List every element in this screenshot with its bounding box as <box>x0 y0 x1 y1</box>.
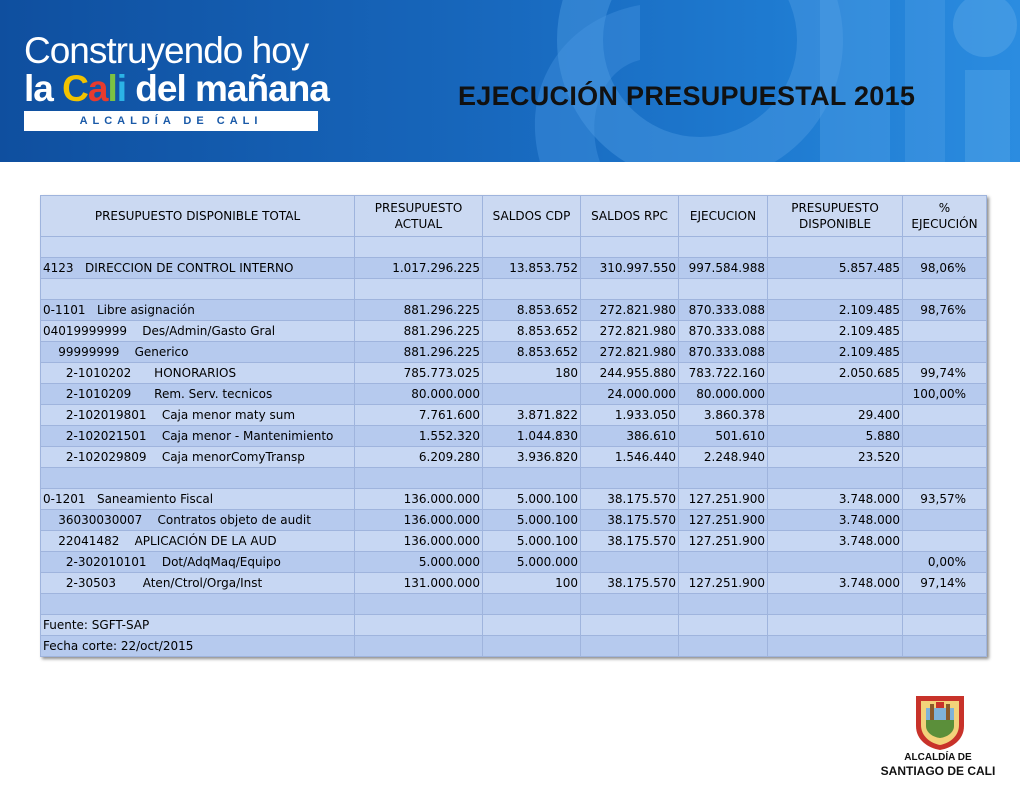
table-cell <box>768 279 903 300</box>
table-cell <box>903 510 987 531</box>
logo-text-la: la <box>24 68 63 109</box>
table-cell: 785.773.025 <box>355 363 483 384</box>
table-cell: 6.209.280 <box>355 447 483 468</box>
table-cell <box>581 468 679 489</box>
table-cell: 1.933.050 <box>581 405 679 426</box>
column-header: EJECUCION <box>679 196 768 237</box>
table-cell: 3.860.378 <box>679 405 768 426</box>
table-cell: 98,06% <box>903 258 987 279</box>
table-cell: 272.821.980 <box>581 300 679 321</box>
table-cell: 870.333.088 <box>679 300 768 321</box>
table-cell: 881.296.225 <box>355 321 483 342</box>
column-header: SALDOS CDP <box>483 196 581 237</box>
table-row <box>41 594 987 615</box>
table-cell: 5.880 <box>768 426 903 447</box>
table-row <box>41 531 987 552</box>
table-cell <box>903 279 987 300</box>
table-row <box>41 279 987 300</box>
column-header: PRESUPUESTO DISPONIBLE <box>768 196 903 237</box>
row-label-cell: 2-302010101 Dot/AdqMaq/Equipo <box>41 552 355 573</box>
table-cell: 870.333.088 <box>679 321 768 342</box>
table-cell: 783.722.160 <box>679 363 768 384</box>
table-cell: 38.175.570 <box>581 510 679 531</box>
table-header-row <box>41 196 987 237</box>
table-cell: 38.175.570 <box>581 531 679 552</box>
column-header: PRESUPUESTO ACTUAL <box>355 196 483 237</box>
row-label-cell <box>41 237 355 258</box>
row-label-cell: 2-1010202 HONORARIOS <box>41 363 355 384</box>
table-cell <box>355 615 483 636</box>
table-cell: 80.000.000 <box>355 384 483 405</box>
table-cell: 3.748.000 <box>768 489 903 510</box>
table-cell: 2.109.485 <box>768 300 903 321</box>
row-label-cell <box>41 279 355 300</box>
table-cell <box>768 552 903 573</box>
table-cell: 97,14% <box>903 573 987 594</box>
table-cell: 244.955.880 <box>581 363 679 384</box>
table-cell: 29.400 <box>768 405 903 426</box>
table-cell: 1.017.296.225 <box>355 258 483 279</box>
row-label-cell: 99999999 Generico <box>41 342 355 363</box>
table-row <box>41 258 987 279</box>
table-cell <box>679 594 768 615</box>
logo-cali-letter: C <box>62 68 88 109</box>
row-label-cell: 2-1010209 Rem. Serv. tecnicos <box>41 384 355 405</box>
table-cell: 386.610 <box>581 426 679 447</box>
table-row <box>41 384 987 405</box>
table-row <box>41 447 987 468</box>
table-cell <box>903 237 987 258</box>
table-cell <box>903 447 987 468</box>
table-cell: 8.853.652 <box>483 321 581 342</box>
logo-tagline-line1: Construyendo hoy <box>24 30 309 71</box>
table-cell <box>581 636 679 657</box>
logo-cali-letter: i <box>116 68 127 109</box>
table-cell: 8.853.652 <box>483 300 581 321</box>
table-cell <box>903 531 987 552</box>
table-cell: 13.853.752 <box>483 258 581 279</box>
table-cell <box>483 636 581 657</box>
table-cell: 870.333.088 <box>679 342 768 363</box>
table-cell: 38.175.570 <box>581 489 679 510</box>
table-cell <box>768 468 903 489</box>
table-cell: 100,00% <box>903 384 987 405</box>
logo-tagline-line2 <box>24 68 329 110</box>
table-cell <box>679 615 768 636</box>
table-cell: 100 <box>483 573 581 594</box>
table-cell: 5.000.100 <box>483 510 581 531</box>
table-cell: 2.109.485 <box>768 321 903 342</box>
table-row <box>41 510 987 531</box>
row-label-cell: 4123 DIRECCION DE CONTROL INTERNO <box>41 258 355 279</box>
table-cell: 501.610 <box>679 426 768 447</box>
table-row <box>41 237 987 258</box>
row-label-cell: 0-1101 Libre asignación <box>41 300 355 321</box>
table-cell: 3.748.000 <box>768 531 903 552</box>
table-row <box>41 321 987 342</box>
row-label-cell <box>41 468 355 489</box>
logo-cali-letter: l <box>107 68 117 109</box>
table-cell: 99,74% <box>903 363 987 384</box>
table-cell: 1.044.830 <box>483 426 581 447</box>
table-cell <box>903 594 987 615</box>
table-row <box>41 615 987 636</box>
table-cell <box>903 468 987 489</box>
table-cell <box>768 384 903 405</box>
budget-table <box>40 195 987 657</box>
table-cell <box>903 342 987 363</box>
city-seal-icon <box>912 692 968 752</box>
table-cell <box>483 615 581 636</box>
table-cell <box>581 594 679 615</box>
table-cell <box>355 636 483 657</box>
table-cell <box>903 426 987 447</box>
table-cell: 2.050.685 <box>768 363 903 384</box>
table-cell: 2.248.940 <box>679 447 768 468</box>
table-cell: 272.821.980 <box>581 321 679 342</box>
column-header: PRESUPUESTO DISPONIBLE TOTAL <box>41 196 355 237</box>
table-body <box>41 237 987 657</box>
table-cell: 23.520 <box>768 447 903 468</box>
table-cell: 5.000.100 <box>483 531 581 552</box>
table-cell <box>483 468 581 489</box>
table-cell: 997.584.988 <box>679 258 768 279</box>
table-cell: 3.871.822 <box>483 405 581 426</box>
table-cell <box>581 615 679 636</box>
table-cell <box>768 636 903 657</box>
table-cell <box>355 468 483 489</box>
table-cell: 38.175.570 <box>581 573 679 594</box>
row-label-cell: Fecha corte: 22/oct/2015 <box>41 636 355 657</box>
table-cell: 2.109.485 <box>768 342 903 363</box>
table-cell: 3.936.820 <box>483 447 581 468</box>
table-cell <box>483 384 581 405</box>
column-header: SALDOS RPC <box>581 196 679 237</box>
table-cell <box>903 405 987 426</box>
table-cell: 127.251.900 <box>679 510 768 531</box>
table-cell: 0,00% <box>903 552 987 573</box>
table-row <box>41 342 987 363</box>
table-cell: 5.000.100 <box>483 489 581 510</box>
table-cell <box>581 279 679 300</box>
table-cell <box>355 279 483 300</box>
seal-caption <box>874 752 1002 778</box>
table-cell <box>483 279 581 300</box>
row-label-cell: 2-30503 Aten/Ctrol/Orga/Inst <box>41 573 355 594</box>
logo-cali-letter: a <box>87 68 108 109</box>
table-cell: 127.251.900 <box>679 531 768 552</box>
table-cell: 80.000.000 <box>679 384 768 405</box>
table-cell <box>581 552 679 573</box>
table-cell: 93,57% <box>903 489 987 510</box>
table-cell: 1.552.320 <box>355 426 483 447</box>
table-row <box>41 573 987 594</box>
table-cell: 127.251.900 <box>679 489 768 510</box>
table-cell: 3.748.000 <box>768 510 903 531</box>
seal-caption-line1: ALCALDÍA DE <box>904 752 972 763</box>
table-cell <box>679 552 768 573</box>
table-cell <box>355 237 483 258</box>
table-row <box>41 363 987 384</box>
table-row <box>41 405 987 426</box>
table-cell: 8.853.652 <box>483 342 581 363</box>
table-cell: 5.000.000 <box>355 552 483 573</box>
table-row <box>41 426 987 447</box>
column-header: % EJECUCIÓN <box>903 196 987 237</box>
row-label-cell: 36030030007 Contratos objeto de audit <box>41 510 355 531</box>
table-cell: 136.000.000 <box>355 489 483 510</box>
row-label-cell: Fuente: SGFT-SAP <box>41 615 355 636</box>
table-row <box>41 636 987 657</box>
table-cell: 136.000.000 <box>355 510 483 531</box>
table-row <box>41 300 987 321</box>
table-cell <box>903 615 987 636</box>
alcaldia-label: ALCALDÍA DE CALI <box>24 111 318 131</box>
table-row <box>41 552 987 573</box>
table-row <box>41 489 987 510</box>
table-cell <box>581 237 679 258</box>
table-cell: 1.546.440 <box>581 447 679 468</box>
table-cell: 881.296.225 <box>355 342 483 363</box>
table-cell: 136.000.000 <box>355 531 483 552</box>
table-cell <box>483 237 581 258</box>
table-cell: 98,76% <box>903 300 987 321</box>
table-row <box>41 468 987 489</box>
table-cell: 3.748.000 <box>768 573 903 594</box>
table-cell: 7.761.600 <box>355 405 483 426</box>
row-label-cell: 22041482 APLICACIÓN DE LA AUD <box>41 531 355 552</box>
table-cell <box>355 594 483 615</box>
row-label-cell: 2-102029809 Caja menorComyTransp <box>41 447 355 468</box>
logo-cali-word <box>62 68 126 110</box>
row-label-cell: 2-102021501 Caja menor - Mantenimiento <box>41 426 355 447</box>
table-cell: 180 <box>483 363 581 384</box>
table-cell <box>768 237 903 258</box>
table-cell: 131.000.000 <box>355 573 483 594</box>
page-title: EJECUCIÓN PRESUPUESTAL 2015 <box>458 81 916 111</box>
row-label-cell <box>41 594 355 615</box>
table-cell: 5.857.485 <box>768 258 903 279</box>
table-cell: 127.251.900 <box>679 573 768 594</box>
table-cell: 5.000.000 <box>483 552 581 573</box>
row-label-cell: 0-1201 Saneamiento Fiscal <box>41 489 355 510</box>
seal-caption-line2: SANTIAGO DE CALI <box>880 764 996 778</box>
table-cell <box>483 594 581 615</box>
logo-text-del-manana: del mañana <box>126 68 329 109</box>
table-cell <box>679 237 768 258</box>
table-cell <box>679 279 768 300</box>
table-cell: 881.296.225 <box>355 300 483 321</box>
row-label-cell: 04019999999 Des/Admin/Gasto Gral <box>41 321 355 342</box>
table-cell: 310.997.550 <box>581 258 679 279</box>
table-cell <box>679 636 768 657</box>
row-label-cell: 2-102019801 Caja menor maty sum <box>41 405 355 426</box>
table-cell <box>768 594 903 615</box>
table-cell <box>679 468 768 489</box>
table-cell <box>903 636 987 657</box>
table-cell <box>768 615 903 636</box>
table-cell: 24.000.000 <box>581 384 679 405</box>
table-cell <box>903 321 987 342</box>
table-cell: 272.821.980 <box>581 342 679 363</box>
